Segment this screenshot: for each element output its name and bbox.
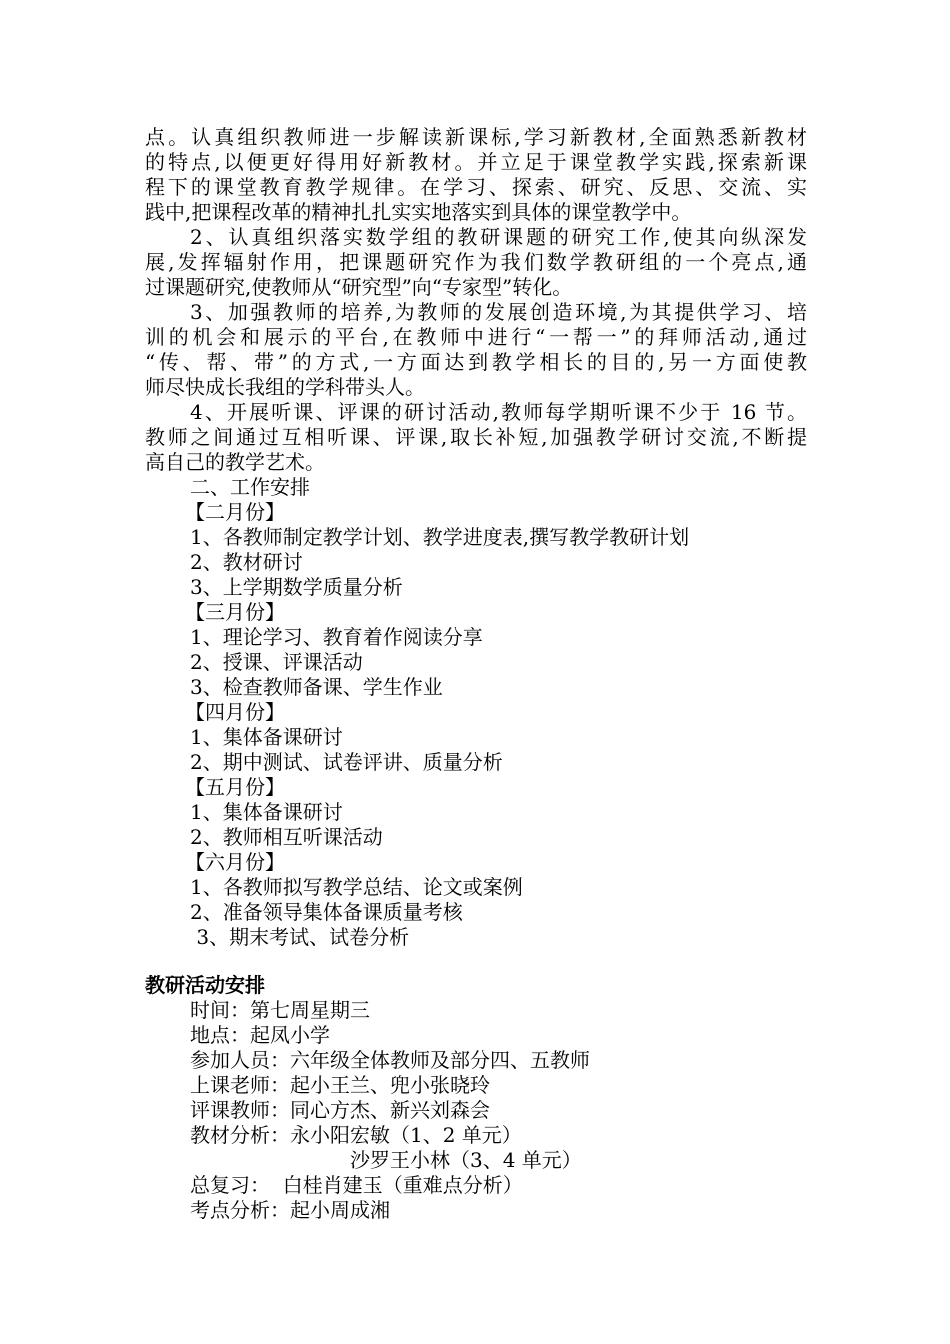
paragraph-line: 教师之间通过互相听课、评课,取长补短,加强教学研讨交流,不断提 (145, 425, 807, 449)
activity-line: 评课教师：同心方杰、新兴刘森会 (190, 1098, 490, 1122)
month-label: 【五月份】 (185, 775, 285, 799)
paragraph-line: 践中,把课程改革的精神扎扎实实地落实到具体的课堂教学中。 (145, 200, 692, 224)
list-item: 1、各教师制定教学计划、教学进度表,撰写教学教研计划 (190, 525, 690, 549)
list-item: 2、教师相互听课活动 (190, 825, 383, 849)
paragraph-line: 点。认真组织教师进一步解读新课标,学习新教材,全面熟悉新教材 (145, 125, 807, 149)
paragraph-line: 展,发挥辐射作用，把课题研究作为我们数学教研组的一个亮点,通 (145, 250, 807, 274)
paragraph-line: 3、加强教师的培养,为教师的发展创造环境,为其提供学习、培 (190, 300, 807, 324)
paragraph-line: 训的机会和展示的平台,在教师中进行“一帮一”的拜师活动,通过 (145, 325, 807, 349)
activity-title: 教研活动安排 (145, 973, 265, 997)
paragraph-line: 高自己的教学艺术。 (145, 450, 325, 474)
paragraph-line: 2、认真组织落实数学组的教研课题的研究工作,使其向纵深发 (190, 225, 807, 249)
list-item: 2、授课、评课活动 (190, 650, 363, 674)
list-item: 3、检查教师备课、学生作业 (190, 675, 443, 699)
paragraph-line: 的特点,以便更好得用好新教材。并立足于课堂教学实践,探索新课 (145, 150, 807, 174)
activity-line: 上课老师：起小王兰、兜小张晓玲 (190, 1073, 490, 1097)
list-item: 3、上学期数学质量分析 (190, 575, 403, 599)
list-item: 1、集体备课研讨 (190, 800, 343, 824)
list-item: 1、各教师拟写教学总结、论文或案例 (190, 875, 523, 899)
paragraph-line: 4、开展听课、评课的研讨活动,教师每学期听课不少于 16 节。 (190, 400, 807, 424)
month-label: 【二月份】 (185, 500, 285, 524)
list-item: 3、期末考试、试卷分析 (190, 925, 410, 949)
month-label: 【三月份】 (185, 600, 285, 624)
activity-line: 参加人员：六年级全体教师及部分四、五教师 (190, 1048, 590, 1072)
list-item: 1、理论学习、教育着作阅读分享 (190, 625, 483, 649)
list-item: 1、集体备课研讨 (190, 725, 343, 749)
activity-line: 地点：起凤小学 (190, 1023, 330, 1047)
activity-line: 沙罗王小林（3、4 单元） (350, 1148, 582, 1172)
list-item: 2、准备领导集体备课质量考核 (190, 900, 463, 924)
section-heading: 二、工作安排 (190, 475, 310, 499)
paragraph-line: 师尽快成长我组的学科带头人。 (145, 375, 425, 399)
list-item: 2、期中测试、试卷评讲、质量分析 (190, 750, 503, 774)
list-item: 2、教材研讨 (190, 550, 303, 574)
month-label: 【六月份】 (185, 850, 285, 874)
paragraph-line: “传、帮、带”的方式,一方面达到教学相长的目的,另一方面使教 (145, 350, 807, 374)
activity-line: 时间：第七周星期三 (190, 998, 370, 1022)
month-label: 【四月份】 (185, 700, 285, 724)
activity-line: 考点分析：起小周成湘 (190, 1198, 390, 1222)
paragraph-line: 程下的课堂教育教学规律。在学习、探索、研究、反思、交流、实 (145, 175, 807, 199)
activity-line: 总复习： 白桂肖建玉（重难点分析） (190, 1173, 523, 1197)
paragraph-line: 过课题研究,使教师从“研究型”向“专家型”转化。 (145, 275, 573, 299)
activity-line: 教材分析：永小阳宏敏（1、2 单元） (190, 1123, 522, 1147)
